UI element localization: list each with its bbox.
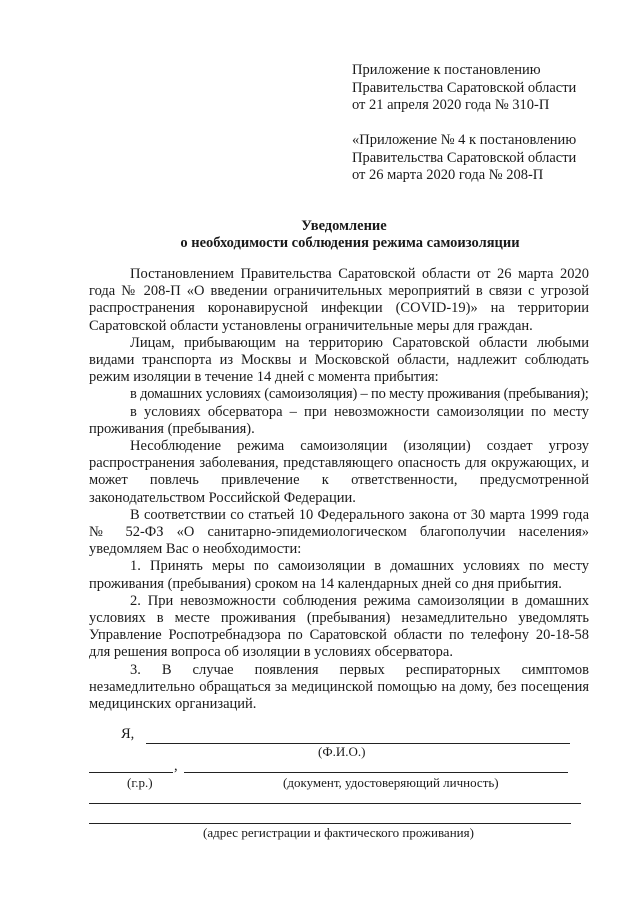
address-caption: (адрес регистрации и фактического проживания) <box>203 825 474 840</box>
body-paragraph: В соответствии со статьей 10 Федерального закона от 30 марта 1999 года № 52-ФЗ «О санитарно-эпидемиологическом благополучии населения» уведомляем Вас о необходимости: <box>89 506 589 558</box>
birth-year-blank-line[interactable] <box>89 772 173 773</box>
appendix-line: от 26 марта 2020 года № 208-П <box>352 167 544 183</box>
appendix-line: Приложение к постановлению <box>352 62 541 78</box>
document-title: Уведомление <box>301 218 387 234</box>
appendix-line: «Приложение № 4 к постановлению <box>352 132 577 148</box>
body-paragraph: в условиях обсерватора – при невозможности самоизоляции по месту проживания (пребывания). <box>89 403 589 437</box>
body-paragraph: Лицам, прибывающим на территорию Саратовской области любыми видами транспорта из Москвы и Московской области, надлежит соблюдать режим изоляции в течение 14 дней с момента прибытия: <box>89 334 589 386</box>
address-blank-line-2[interactable] <box>89 823 571 824</box>
fio-caption: (Ф.И.О.) <box>318 744 366 759</box>
identity-document-caption: (документ, удостоверяющий личность) <box>283 775 499 790</box>
appendix-line: Правительства Саратовской области <box>352 149 577 166</box>
document-subtitle: о необходимости соблюдения режима самоизоляции <box>180 235 520 251</box>
notice-body <box>89 266 589 713</box>
ya-label: Я, <box>121 726 135 742</box>
address-blank-line-1[interactable] <box>89 803 581 804</box>
appendix-line: Правительства Саратовской области <box>352 79 577 96</box>
body-paragraph: 2. При невозможности соблюдения режима самоизоляции в домашних условиях в месте проживания (пребывания) незамедлительно уведомлять Управление Роспотребнадзора по Саратовской области по телефону 20-18-58 для решения вопроса об изоляции в условиях обсерватора. <box>89 592 589 661</box>
comma-separator: , <box>174 758 178 774</box>
body-paragraph: Постановлением Правительства Саратовской области от 26 марта 2020 года № 208-П «О введении ограничительных мероприятий в связи с угрозой распространения коронавирусной инфекции (COVID-19)» на территории Саратовской области установлены ограничительные меры для граждан. <box>89 266 589 334</box>
body-paragraph: 3. В случае появления первых респираторных симптомов незамедлительно обращаться за медицинской помощью на дому, без посещения медицинских организаций. <box>89 661 589 713</box>
appendix-reference-block <box>352 62 576 115</box>
body-paragraph: в домашних условиях (самоизоляция) – по месту проживания (пребывания); <box>130 386 589 403</box>
birth-year-caption: (г.р.) <box>127 775 153 790</box>
body-paragraph: 1. Принять меры по самоизоляции в домашних условиях по месту проживания (пребывания) сроком на 14 календарных дней со дня прибытия. <box>89 558 589 592</box>
body-paragraph: Несоблюдение режима самоизоляции (изоляции) создает угрозу распространения заболевания, представляющего опасность для окружающих, и может повлечь привлечение к ответственности, предусмотренной законодательством Российской Федерации. <box>89 438 589 506</box>
identity-document-blank-line[interactable] <box>184 772 568 773</box>
appendix-line: от 21 апреля 2020 года № 310-П <box>352 97 550 113</box>
appendix-4-reference-block <box>352 132 576 185</box>
